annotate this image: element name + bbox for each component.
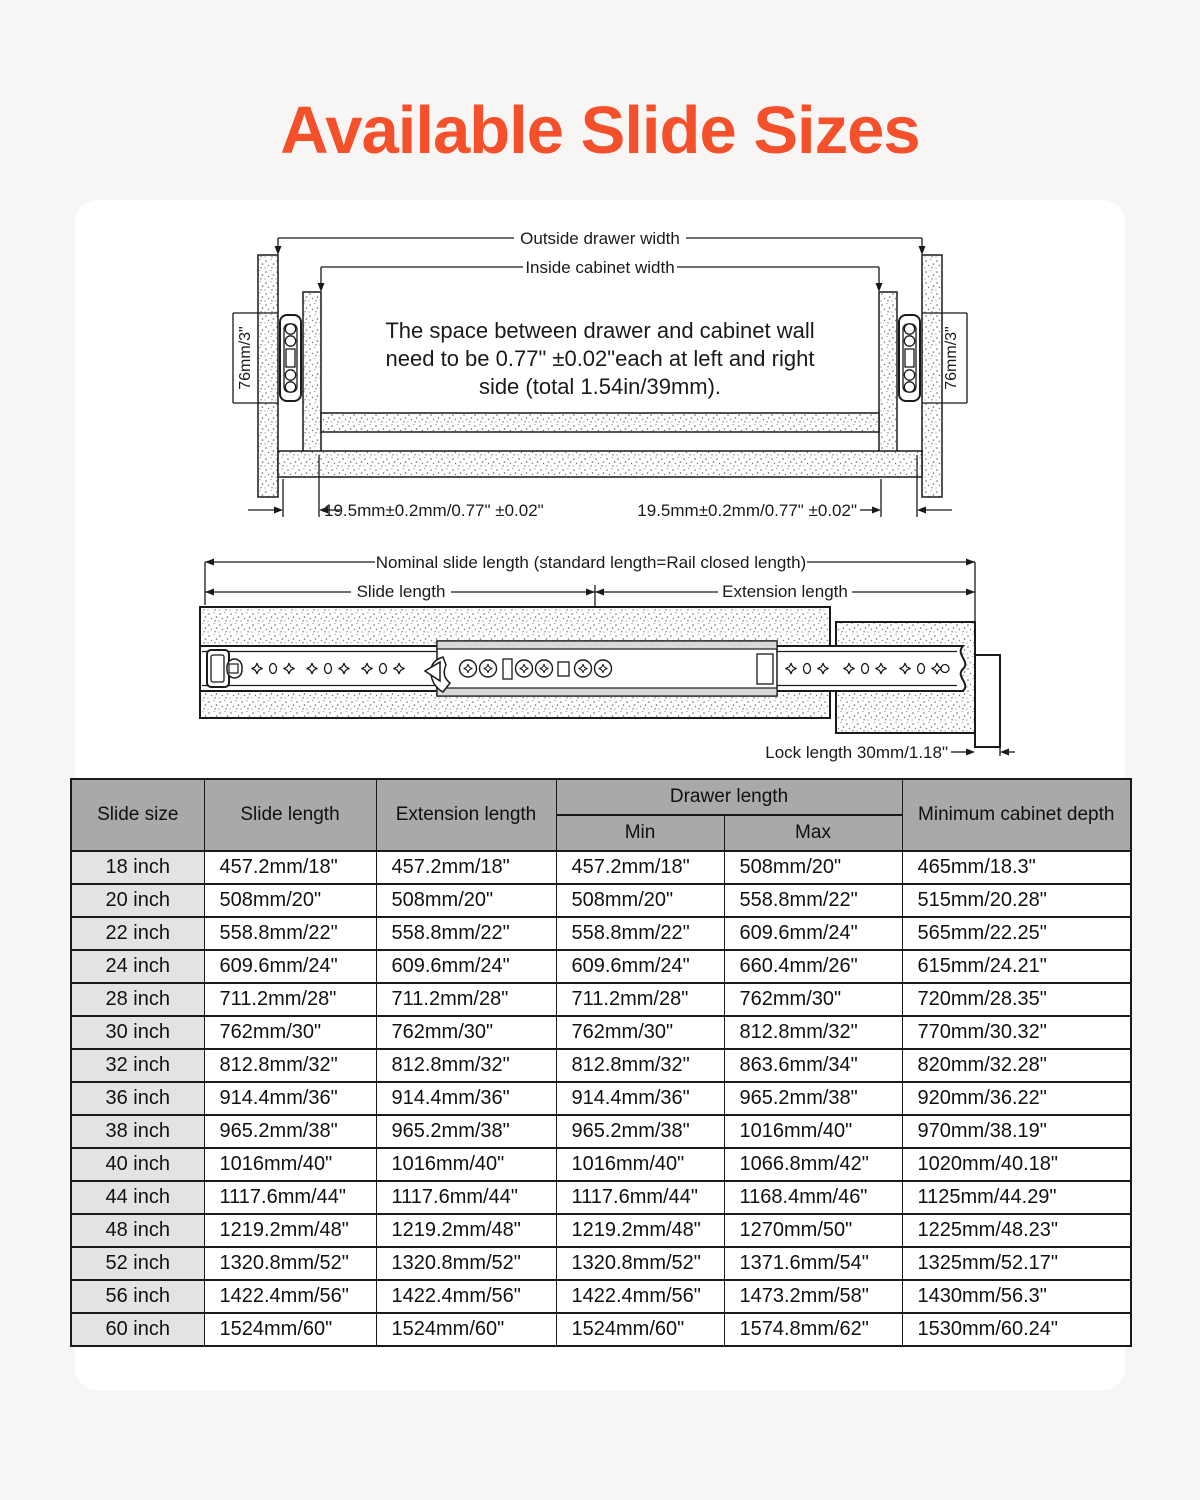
table-row [71, 950, 1131, 983]
slide-size-cell: 44 inch [71, 1181, 204, 1214]
value-cell: 720mm/28.35" [902, 983, 1131, 1016]
table-row [71, 1082, 1131, 1115]
table-row [71, 1214, 1131, 1247]
slide-size-cell: 28 inch [71, 983, 204, 1016]
value-cell: 820mm/32.28" [902, 1049, 1131, 1082]
value-cell: 812.8mm/32" [724, 1016, 902, 1049]
value-cell: 558.8mm/22" [204, 917, 376, 950]
slide-size-cell: 56 inch [71, 1280, 204, 1313]
value-cell: 711.2mm/28" [204, 983, 376, 1016]
rail-hole-group [307, 663, 350, 674]
value-cell: 1020mm/40.18" [902, 1148, 1131, 1181]
value-cell: 770mm/30.32" [902, 1016, 1131, 1049]
slide-size-cell: 20 inch [71, 884, 204, 917]
table-row [71, 884, 1131, 917]
side-clearance-right-label: 76mm/3" [943, 326, 960, 390]
slide-size-cell: 22 inch [71, 917, 204, 950]
table-row [71, 1016, 1131, 1049]
value-cell: 615mm/24.21" [902, 950, 1131, 983]
value-cell: 914.4mm/36" [204, 1082, 376, 1115]
value-cell: 762mm/30" [376, 1016, 556, 1049]
table-row [71, 1313, 1131, 1346]
table-body [71, 851, 1131, 1346]
value-cell: 508mm/20" [556, 884, 724, 917]
header-drawer-length: Drawer length [556, 779, 902, 815]
value-cell: 457.2mm/18" [204, 851, 376, 884]
value-cell: 1371.6mm/54" [724, 1247, 902, 1280]
value-cell: 558.8mm/22" [376, 917, 556, 950]
drawer-wall-right-section [879, 292, 897, 453]
value-cell: 558.8mm/22" [556, 917, 724, 950]
clearance-note-line3: side (total 1.54in/39mm). [478, 374, 722, 399]
value-cell: 558.8mm/22" [724, 884, 902, 917]
value-cell: 1320.8mm/52" [376, 1247, 556, 1280]
slide-cross-section-left [280, 315, 301, 401]
slide-size-cell: 36 inch [71, 1082, 204, 1115]
drawer-width-diagram [220, 225, 980, 555]
slide-size-cell: 32 inch [71, 1049, 204, 1082]
value-cell: 1117.6mm/44" [376, 1181, 556, 1214]
lock-length-dimension [951, 747, 1015, 756]
gap-right-label: 19.5mm±0.2mm/0.77" ±0.02" [637, 501, 857, 520]
slide-cross-section-right [899, 315, 920, 401]
value-cell: 762mm/30" [204, 1016, 376, 1049]
value-cell: 565mm/22.25" [902, 917, 1131, 950]
value-cell: 508mm/20" [204, 884, 376, 917]
slide-sizes-table [70, 778, 1132, 1347]
bearing [595, 660, 612, 677]
bearing [460, 660, 477, 677]
value-cell: 965.2mm/38" [376, 1115, 556, 1148]
table-row [71, 1181, 1131, 1214]
value-cell: 1320.8mm/52" [204, 1247, 376, 1280]
cabinet-wall-left-section [258, 255, 278, 497]
value-cell: 508mm/20" [376, 884, 556, 917]
value-cell: 1422.4mm/56" [376, 1280, 556, 1313]
value-cell: 1574.8mm/62" [724, 1313, 902, 1346]
table-row [71, 1280, 1131, 1313]
table-row [71, 851, 1131, 884]
clearance-note [385, 318, 814, 399]
value-cell: 1066.8mm/42" [724, 1148, 902, 1181]
value-cell: 965.2mm/38" [724, 1082, 902, 1115]
value-cell: 1016mm/40" [204, 1148, 376, 1181]
value-cell: 914.4mm/36" [556, 1082, 724, 1115]
value-cell: 970mm/38.19" [902, 1115, 1131, 1148]
value-cell: 1219.2mm/48" [556, 1214, 724, 1247]
slide-size-cell: 24 inch [71, 950, 204, 983]
value-cell: 515mm/20.28" [902, 884, 1131, 917]
drawer-wall-left-section [303, 292, 321, 453]
value-cell: 1125mm/44.29" [902, 1181, 1131, 1214]
value-cell: 609.6mm/24" [376, 950, 556, 983]
slide-size-cell: 18 inch [71, 851, 204, 884]
value-cell: 1219.2mm/48" [376, 1214, 556, 1247]
value-cell: 1117.6mm/44" [204, 1181, 376, 1214]
slide-length-diagram [185, 545, 1015, 780]
slide-size-cell: 38 inch [71, 1115, 204, 1148]
value-cell: 660.4mm/26" [724, 950, 902, 983]
table-row [71, 1148, 1131, 1181]
value-cell: 1270mm/50" [724, 1214, 902, 1247]
header-drawer-min: Min [556, 815, 724, 851]
extension-length-label: Extension length [722, 582, 848, 601]
value-cell: 762mm/30" [556, 1016, 724, 1049]
value-cell: 812.8mm/32" [376, 1049, 556, 1082]
value-cell: 1016mm/40" [556, 1148, 724, 1181]
table-row [71, 983, 1131, 1016]
gap-left-label: 19.5mm±0.2mm/0.77" ±0.02" [324, 501, 544, 520]
slide-length-label: Slide length [356, 582, 446, 601]
slide-size-cell: 52 inch [71, 1247, 204, 1280]
value-cell: 762mm/30" [724, 983, 902, 1016]
value-cell: 609.6mm/24" [724, 917, 902, 950]
value-cell: 1016mm/40" [724, 1115, 902, 1148]
table-row [71, 1049, 1131, 1082]
value-cell: 1430mm/56.3" [902, 1280, 1131, 1313]
slide-size-cell: 48 inch [71, 1214, 204, 1247]
value-cell: 609.6mm/24" [204, 950, 376, 983]
header-slide-size: Slide size [71, 779, 204, 851]
value-cell: 1168.4mm/46" [724, 1181, 902, 1214]
slide-size-cell: 60 inch [71, 1313, 204, 1346]
value-cell: 812.8mm/32" [204, 1049, 376, 1082]
value-cell: 1219.2mm/48" [204, 1214, 376, 1247]
rail-hole-group [786, 663, 829, 674]
value-cell: 965.2mm/38" [204, 1115, 376, 1148]
value-cell: 965.2mm/38" [556, 1115, 724, 1148]
clearance-note-line2: need to be 0.77" ±0.02"each at left and right [385, 346, 815, 371]
table-row [71, 917, 1131, 950]
value-cell: 1524mm/60" [376, 1313, 556, 1346]
value-cell: 1117.6mm/44" [556, 1181, 724, 1214]
value-cell: 914.4mm/36" [376, 1082, 556, 1115]
value-cell: 1524mm/60" [204, 1313, 376, 1346]
bearing [480, 660, 497, 677]
value-cell: 1473.2mm/58" [724, 1280, 902, 1313]
slide-size-cell: 30 inch [71, 1016, 204, 1049]
outside-width-label: Outside drawer width [520, 229, 680, 248]
bearing [516, 660, 533, 677]
rail-hole-group [362, 663, 405, 674]
cabinet-wall-right-section [922, 255, 942, 497]
side-clearance-left-label: 76mm/3" [237, 326, 254, 390]
value-cell: 457.2mm/18" [556, 851, 724, 884]
page-title: Available Slide Sizes [280, 93, 920, 168]
value-cell: 1320.8mm/52" [556, 1247, 724, 1280]
value-cell: 1422.4mm/56" [204, 1280, 376, 1313]
value-cell: 812.8mm/32" [556, 1049, 724, 1082]
value-cell: 1524mm/60" [556, 1313, 724, 1346]
value-cell: 1325mm/52.17" [902, 1247, 1131, 1280]
value-cell: 465mm/18.3" [902, 851, 1131, 884]
rail-hole-group [252, 663, 295, 674]
value-cell: 457.2mm/18" [376, 851, 556, 884]
cabinet-bottom-panel [278, 451, 922, 477]
drawer-front-block [975, 655, 1000, 747]
header-slide-length: Slide length [204, 779, 376, 851]
value-cell: 1530mm/60.24" [902, 1313, 1131, 1346]
rail-hole-group [844, 663, 887, 674]
header-extension-length: Extension length [376, 779, 556, 851]
drawer-bottom-panel [321, 413, 879, 432]
slide-extension-dimension [205, 585, 975, 607]
lock-length-label: Lock length 30mm/1.18" [765, 743, 948, 762]
value-cell: 1225mm/48.23" [902, 1214, 1131, 1247]
value-cell: 1016mm/40" [376, 1148, 556, 1181]
table-row [71, 1247, 1131, 1280]
value-cell: 609.6mm/24" [556, 950, 724, 983]
bearing [536, 660, 553, 677]
table-row [71, 1115, 1131, 1148]
value-cell: 1422.4mm/56" [556, 1280, 724, 1313]
bearing [575, 660, 592, 677]
value-cell: 711.2mm/28" [556, 983, 724, 1016]
clearance-note-line1: The space between drawer and cabinet wall [385, 318, 815, 343]
header-drawer-max: Max [724, 815, 902, 851]
inside-width-label: Inside cabinet width [525, 258, 675, 277]
value-cell: 863.6mm/34" [724, 1049, 902, 1082]
value-cell: 920mm/36.22" [902, 1082, 1131, 1115]
rail-hole-group [900, 663, 943, 674]
header-min-cabinet-depth: Minimum cabinet depth [902, 779, 1131, 851]
rail-hole [941, 665, 949, 673]
value-cell: 508mm/20" [724, 851, 902, 884]
nominal-length-label: Nominal slide length (standard length=Rail closed length) [375, 553, 807, 572]
slide-size-cell: 40 inch [71, 1148, 204, 1181]
value-cell: 711.2mm/28" [376, 983, 556, 1016]
